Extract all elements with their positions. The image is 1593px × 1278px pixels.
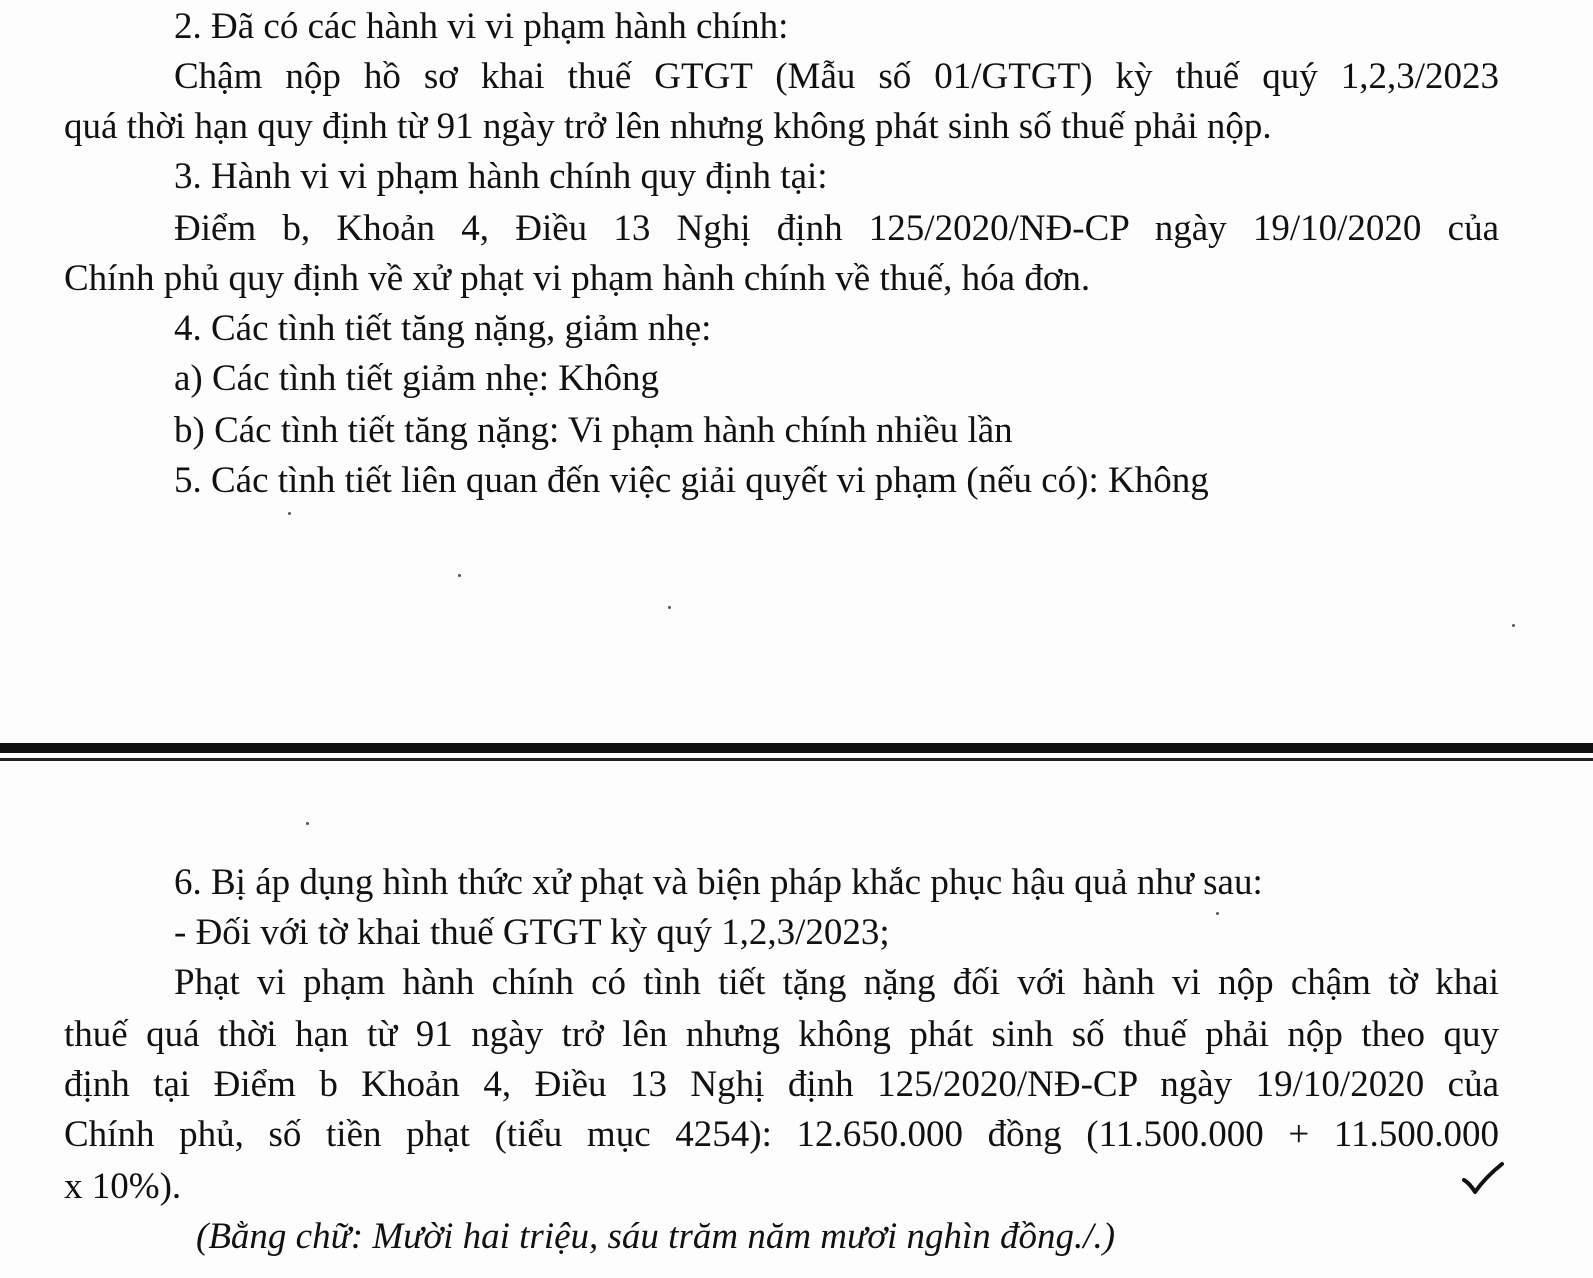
- item6-text-line4: Chính phủ, số tiền phạt (tiểu mục 4254): 12.650.000 đồng (11.500.000 + 11.500.000: [64, 1114, 1499, 1155]
- item2-text-line1: Chậm nộp hồ sơ khai thuế GTGT (Mẫu số 01/GTGT) kỳ thuế quý 1,2,3/2023: [174, 56, 1499, 97]
- scan-speck: [1216, 912, 1219, 915]
- item4-a: a) Các tình tiết giảm nhẹ: Không: [174, 358, 659, 399]
- item2-text-line2: quá thời hạn quy định từ 91 ngày trở lên nhưng không phát sinh số thuế phải nộp.: [64, 106, 1272, 147]
- checkmark-icon: [1460, 1160, 1504, 1196]
- item4-b: b) Các tình tiết tăng nặng: Vi phạm hành chính nhiều lần: [174, 410, 1013, 451]
- item6-text-line1: Phạt vi phạm hành chính có tình tiết tặng nặng đối với hành vi nộp chậm tờ khai: [174, 962, 1499, 1003]
- scan-speck: [288, 512, 291, 515]
- page-separator-shadow: [0, 758, 1593, 761]
- item3-heading: 3. Hành vi vi phạm hành chính quy định tại:: [174, 156, 828, 197]
- scan-speck: [458, 574, 461, 577]
- scan-speck: [1512, 624, 1515, 627]
- item6-text-line3: định tại Điểm b Khoản 4, Điều 13 Nghị định 125/2020/NĐ-CP ngày 19/10/2020 của: [64, 1064, 1499, 1105]
- amount-in-words: (Bằng chữ: Mười hai triệu, sáu trăm năm mươi nghìn đồng./.): [196, 1216, 1116, 1257]
- item6-heading: 6. Bị áp dụng hình thức xử phạt và biện pháp khắc phục hậu quả như sau:: [174, 862, 1263, 903]
- item6-text-line5: x 10%).: [64, 1166, 182, 1207]
- item3-text-line2: Chính phủ quy định về xử phạt vi phạm hành chính về thuế, hóa đơn.: [64, 258, 1091, 299]
- item5: 5. Các tình tiết liên quan đến việc giải quyết vi phạm (nếu có): Không: [174, 460, 1209, 501]
- item4-heading: 4. Các tình tiết tăng nặng, giảm nhẹ:: [174, 308, 712, 349]
- scan-speck: [306, 822, 309, 825]
- item6-bullet: - Đối với tờ khai thuế GTGT kỳ quý 1,2,3/2023;: [174, 912, 890, 953]
- page-separator: [0, 743, 1593, 753]
- item6-text-line2: thuế quá thời hạn từ 91 ngày trở lên nhưng không phát sinh số thuế phải nộp theo quy: [64, 1014, 1499, 1055]
- item2-heading: 2. Đã có các hành vi vi phạm hành chính:: [174, 6, 789, 47]
- item3-text-line1: Điểm b, Khoản 4, Điều 13 Nghị định 125/2020/NĐ-CP ngày 19/10/2020 của: [174, 208, 1499, 249]
- scan-speck: [668, 606, 671, 609]
